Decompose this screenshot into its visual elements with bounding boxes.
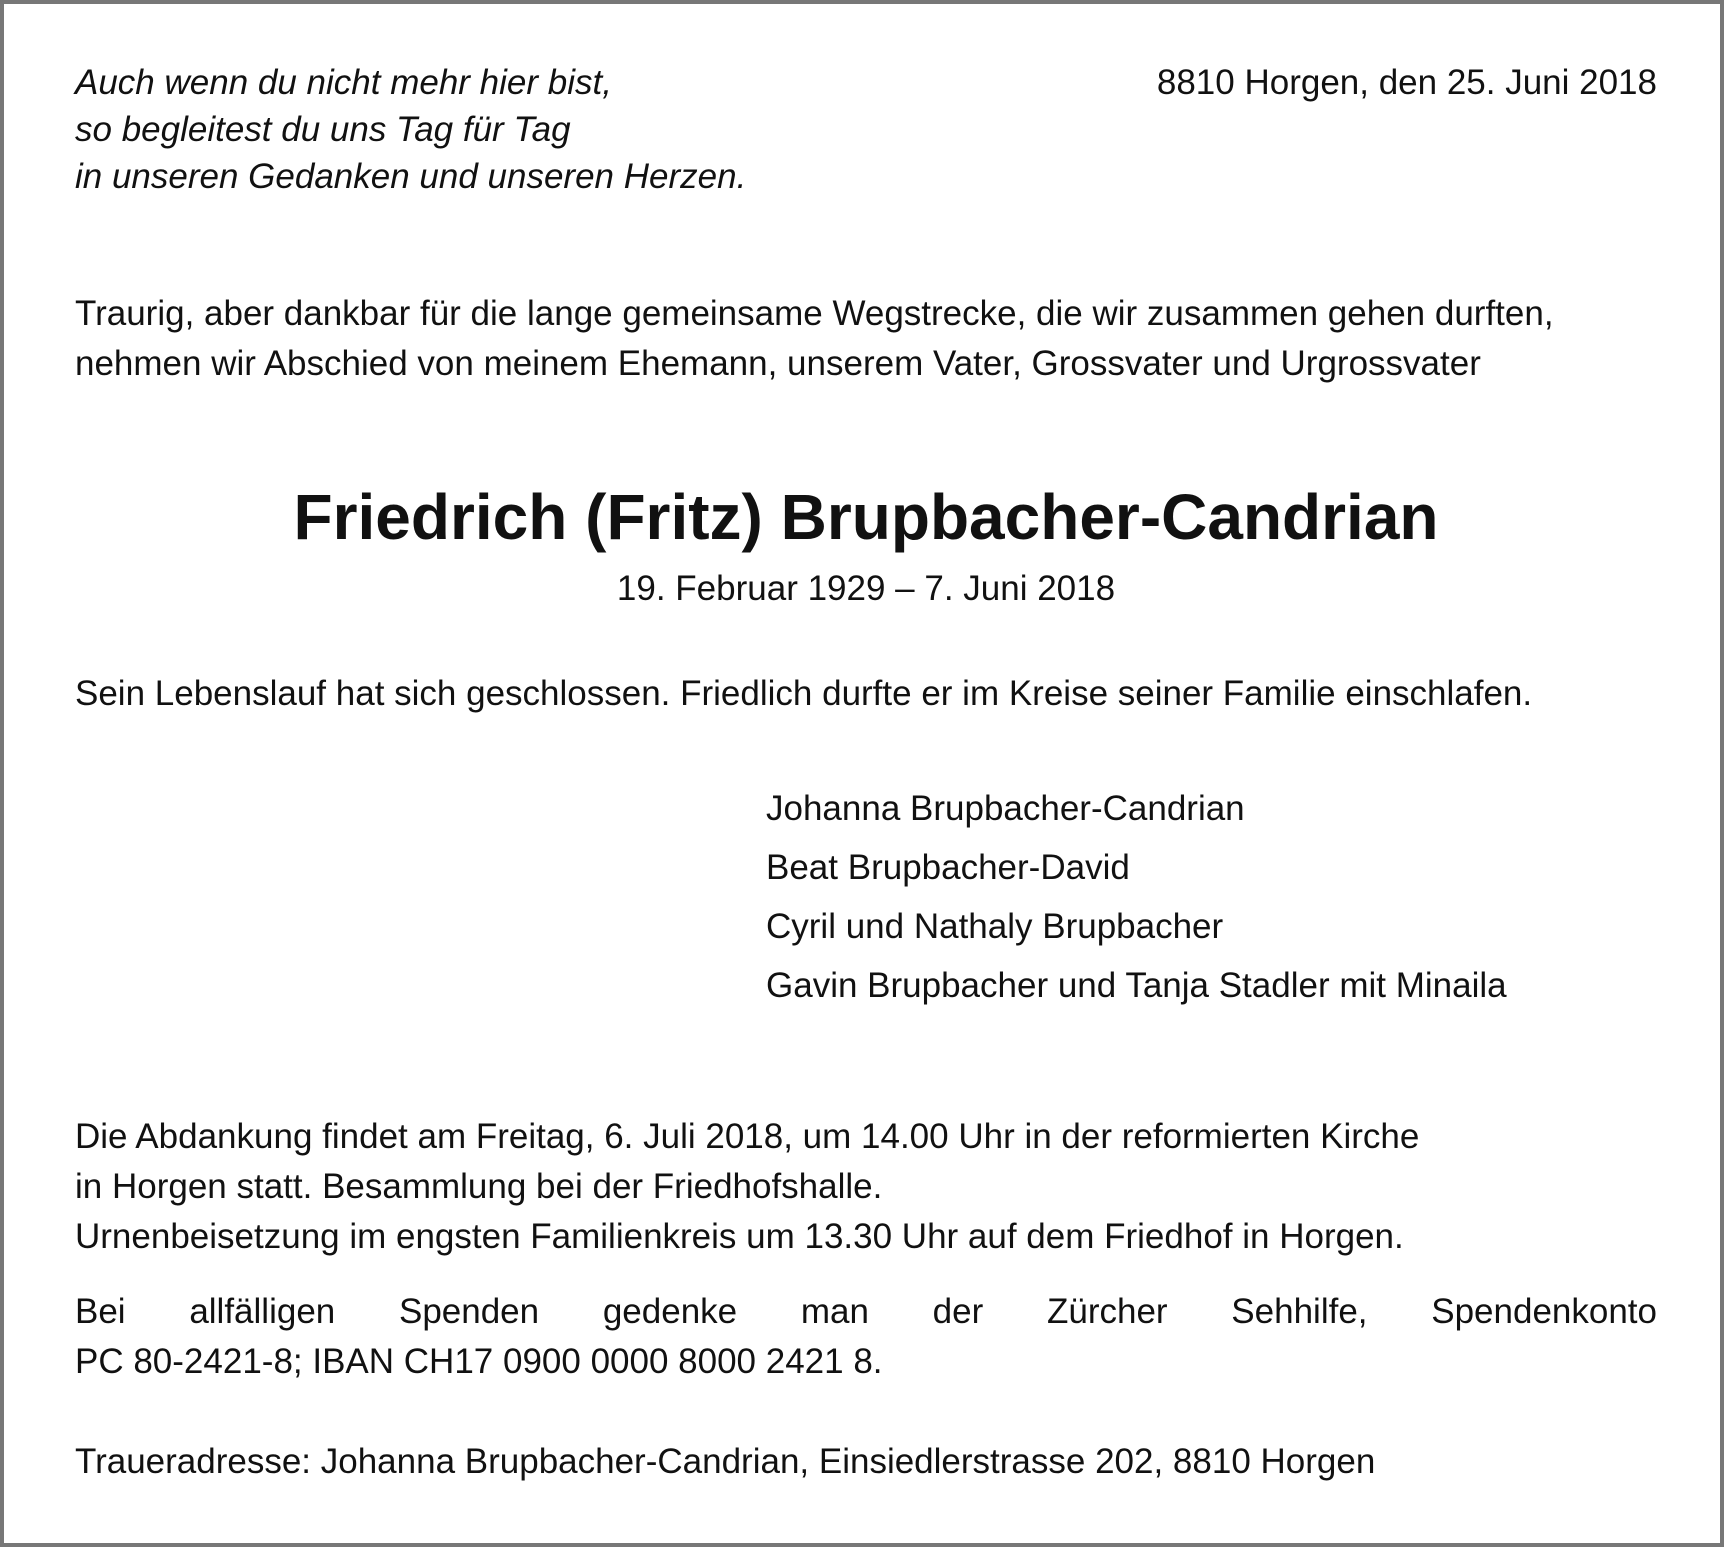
mourning-address: Traueradresse: Johanna Brupbacher-Candrian, Einsiedlerstrasse 202, 8810 Horgen [75,1442,1376,1481]
ceremony-line: in Horgen statt. Besammlung bei der Friedhofshalle. [75,1167,883,1206]
donation-info [75,1287,1657,1387]
donation-line: Bei allfälligen Spenden gedenke man der Zürcher Sehhilfe, Spendenkonto [75,1292,1657,1331]
deceased-name: Friedrich (Fritz) Brupbacher-Candrian [293,481,1439,553]
life-text: Sein Lebenslauf hat sich geschlossen. Friedlich durfte er im Kreise seiner Familie einschlafen. [75,674,1533,713]
mourner-name: Cyril und Nathaly Brupbacher [766,907,1224,946]
motto-quote: Auch wenn du nicht mehr hier bist, so begleitest du uns Tag für Tag in unseren Gedanken und unseren Herzen. [75,63,747,196]
ceremony-info [75,1112,1657,1262]
place-date: 8810 Horgen, den 25. Juni 2018 [1156,63,1657,102]
donation-line: PC 80-2421-8; IBAN CH17 0900 0000 8000 2421 8. [75,1342,883,1381]
mourner-name: Johanna Brupbacher-Candrian [766,789,1245,828]
intro-text: Traurig, aber dankbar für die lange gemeinsame Wegstrecke, die wir zusammen gehen durften, nehmen wir Abschied von meinem Ehemann, unserem Vater, Grossvater und Urgrossvater [75,294,1554,383]
mourner-name: Gavin Brupbacher und Tanja Stadler mit Minaila [766,966,1507,1005]
ceremony-line: Urnenbeisetzung im engsten Familienkreis um 13.30 Uhr auf dem Friedhof in Horgen. [75,1217,1404,1256]
mourners-list [766,784,1657,1020]
ceremony-line: Die Abdankung findet am Freitag, 6. Juli 2018, um 14.00 Uhr in der reformierten Kirche [75,1117,1420,1156]
life-dates: 19. Februar 1929 – 7. Juni 2018 [616,569,1116,608]
mourner-name: Beat Brupbacher-David [766,848,1130,887]
